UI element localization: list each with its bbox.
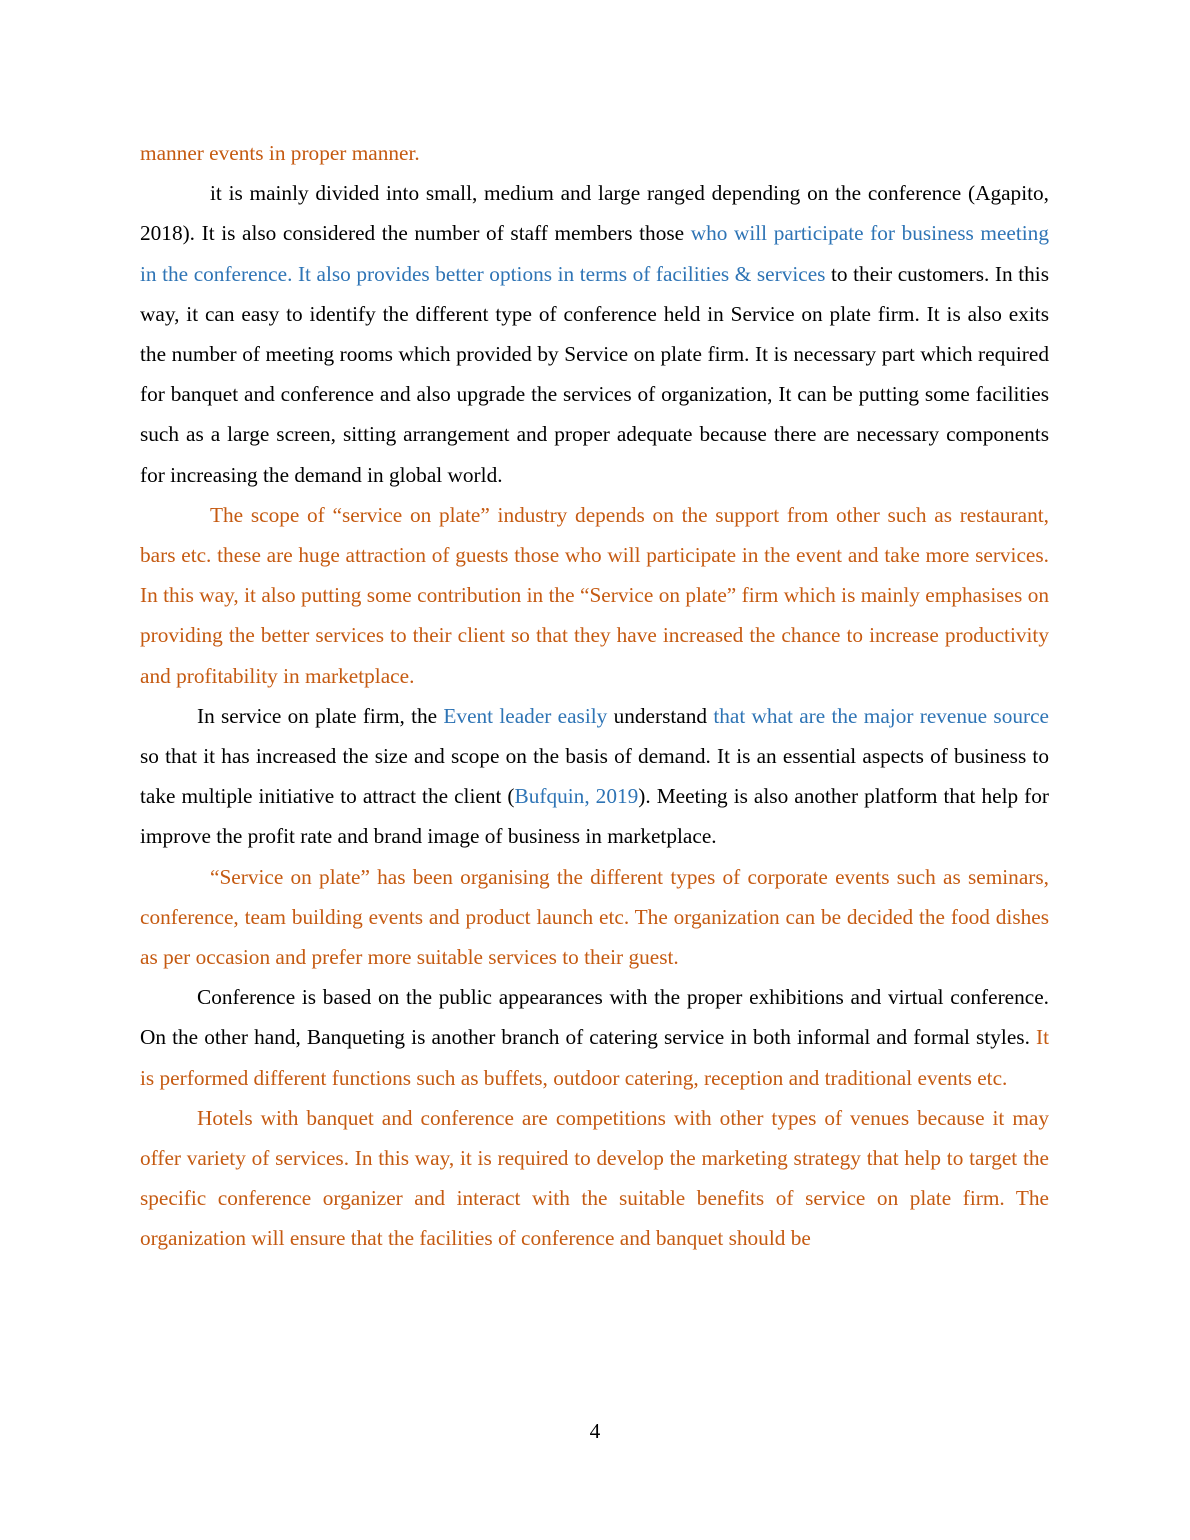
highlighted-text: that what are the major revenue source xyxy=(713,703,1049,728)
paragraph-7 xyxy=(140,1098,1049,1259)
text-span: manner events in proper manner. xyxy=(140,141,420,165)
paragraph-1 xyxy=(140,133,1049,173)
highlighted-text: who will participate for business meeting in the conference. It also provides better options in terms of facilities & services xyxy=(140,221,1049,286)
text-span: “Service on plate” has been organising the different types of corporate events such as seminars, conference, team building events and product launch etc. The organization can be decided the food dishes as per occasion and prefer more suitable services to their guest. xyxy=(140,864,1049,970)
text-span: ). It is also considered the number of staff members those xyxy=(182,221,691,246)
text-span: ). Meeting is also another platform that help for improve the profit rate and brand image of business in marketplace. xyxy=(140,784,1049,849)
text-span: Conference is based on the public appearances with the proper exhibitions and virtual conference. On the other hand, Banqueting is another branch of catering service in both informal and formal styles. xyxy=(140,985,1049,1050)
document-body xyxy=(140,133,1049,1259)
citation-bufquin: Bufquin, 2019 xyxy=(514,784,639,809)
paragraph-3 xyxy=(140,495,1049,696)
highlighted-text: It is performed different functions such as buffets, outdoor catering, reception and traditional events etc. xyxy=(140,1025,1049,1090)
text-span: to their customers. In this way, it can easy to identify the different type of conference held in Service on plate firm. It is also exits the number of meeting rooms which provided by Service on plate firm. It is necessary part which required for banquet and conference and also upgrade the services of organization, It can be putting some facilities such as a large screen, sitting arrangement and proper adequate because there are necessary components for increasing the demand in global world. xyxy=(140,261,1049,487)
text-span: Hotels with banquet and conference are competitions with other types of venues because it may offer variety of services. In this way, it is required to develop the marketing strategy that help to target the specific conference organizer and interact with the suitable benefits of service on plate firm. The organization will ensure that the facilities of conference and banquet should be xyxy=(140,1105,1049,1251)
citation-agapito: Agapito, 2018 xyxy=(140,181,1049,246)
text-span: it is mainly divided into small, medium and large ranged depending on the conference ( xyxy=(210,181,976,206)
page-number: 4 xyxy=(589,1419,601,1443)
text-span: so that it has increased the size and scope on the basis of demand. It is an essential aspects of business to take multiple initiative to attract the client ( xyxy=(140,744,1049,809)
text-span: The scope of “service on plate” industry depends on the support from other such as restaurant, bars etc. these are huge attraction of guests those who will participate in the event and take more services. In this way, it also putting some contribution in the “Service on plate” firm which is mainly emphasises on providing the better services to their client so that they have increased the chance to increase productivity and profitability in marketplace. xyxy=(140,502,1049,688)
paragraph-4 xyxy=(140,696,1049,857)
paragraph-5 xyxy=(140,857,1049,978)
paragraph-2 xyxy=(140,173,1049,495)
paragraph-6 xyxy=(140,977,1049,1098)
highlighted-text: Event leader easily xyxy=(443,703,608,728)
text-span: understand xyxy=(607,703,714,728)
text-span: In service on plate firm, the xyxy=(197,703,444,728)
